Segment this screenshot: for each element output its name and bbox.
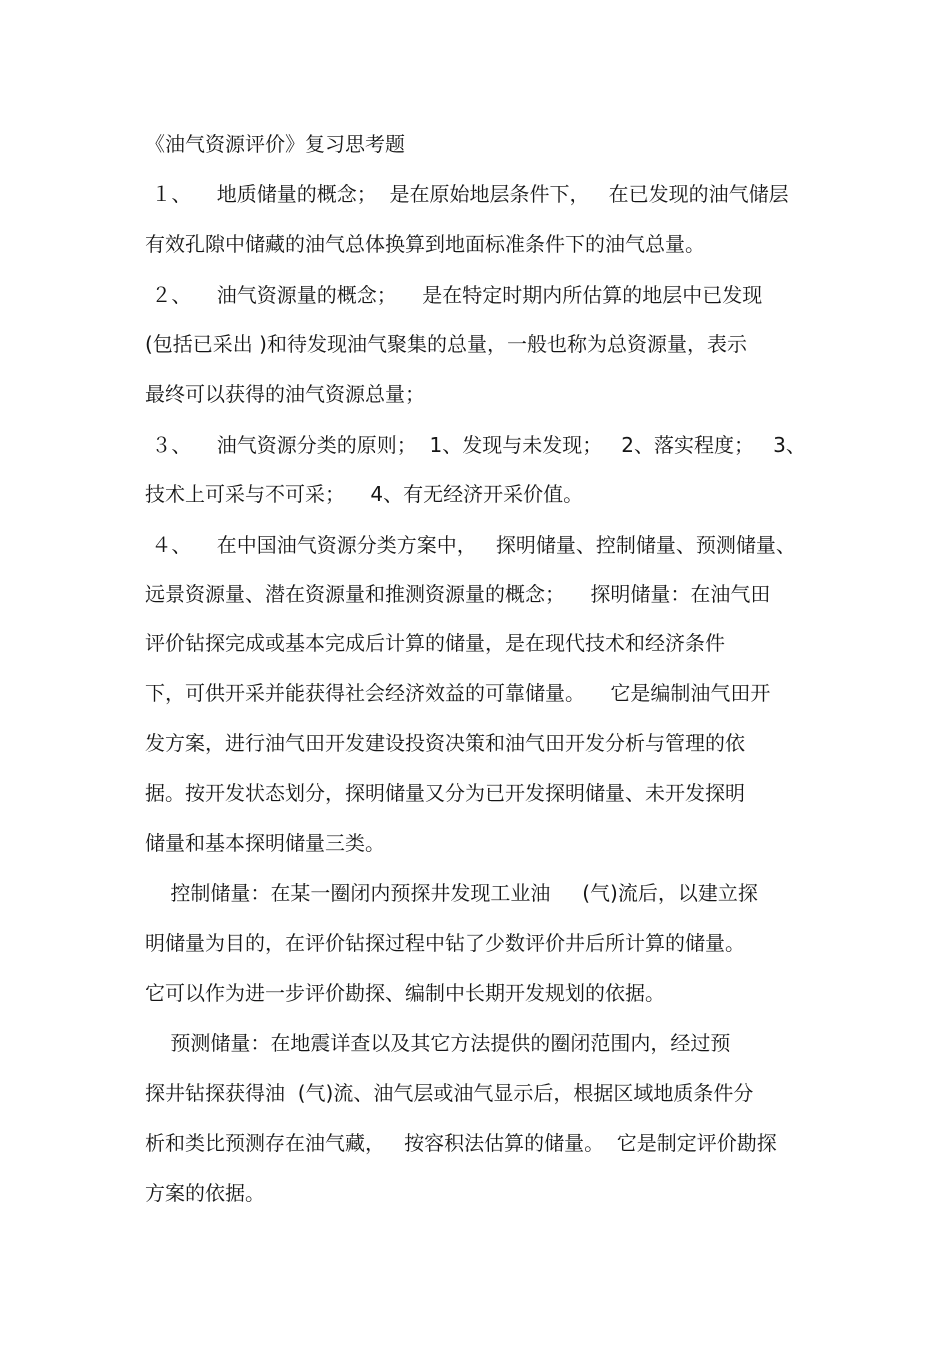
text-line: 储量和基本探明储量三类。 xyxy=(145,831,385,855)
text-line: ４、 在中国油气资源分类方案中， 探明储量、控制储量、预测储量、 xyxy=(145,533,796,557)
text-line: 方案的依据。 xyxy=(145,1181,265,1205)
text-line: 远景资源量、潜在资源量和推测资源量的概念； 探明储量：在油气田 xyxy=(145,582,771,606)
text-line: 下，可供开采并能获得社会经济效益的可靠储量。 它是编制油气田开 xyxy=(145,681,771,705)
text-line: 它可以作为进一步评价勘探、编制中长期开发规划的依据。 xyxy=(145,981,665,1005)
text-line: 技术上可采与不可采； 4、有无经济开采价值。 xyxy=(145,482,584,506)
text-line: 明储量为目的，在评价钻探过程中钻了少数评价井后所计算的储量。 xyxy=(145,931,745,955)
text-line: 控制储量：在某一圈闭内预探井发现工业油 (气)流后，以建立探 xyxy=(145,881,758,905)
text-line: (包括已采出 )和待发现油气聚集的总量，一般也称为总资源量，表示 xyxy=(145,332,747,356)
text-line: 评价钻探完成或基本完成后计算的储量，是在现代技术和经济条件 xyxy=(145,631,725,655)
text-line: 有效孔隙中储藏的油气总体换算到地面标准条件下的油气总量。 xyxy=(145,232,705,256)
text-line: 据。按开发状态划分，探明储量又分为已开发探明储量、未开发探明 xyxy=(145,781,745,805)
document-title: 《油气资源评价》复习思考题 xyxy=(145,132,405,156)
text-line: １、 地质储量的概念； 是在原始地层条件下， 在已发现的油气储层 xyxy=(145,182,789,206)
text-line: ２、 油气资源量的概念； 是在特定时期内所估算的地层中已发现 xyxy=(145,283,763,307)
text-line: 析和类比预测存在油气藏， 按容积法估算的储量。 它是制定评价勘探 xyxy=(145,1131,777,1155)
text-line: 探井钻探获得油 (气)流、油气层或油气显示后，根据区域地质条件分 xyxy=(145,1081,754,1105)
text-line: 最终可以获得的油气资源总量； xyxy=(145,382,425,406)
text-line: ３、 油气资源分类的原则； 1、发现与未发现； 2、落实程度； 3、 xyxy=(145,433,806,457)
text-line: 预测储量：在地震详查以及其它方法提供的圈闭范围内，经过预 xyxy=(145,1031,731,1055)
text-line: 发方案，进行油气田开发建设投资决策和油气田开发分析与管理的依 xyxy=(145,731,745,755)
